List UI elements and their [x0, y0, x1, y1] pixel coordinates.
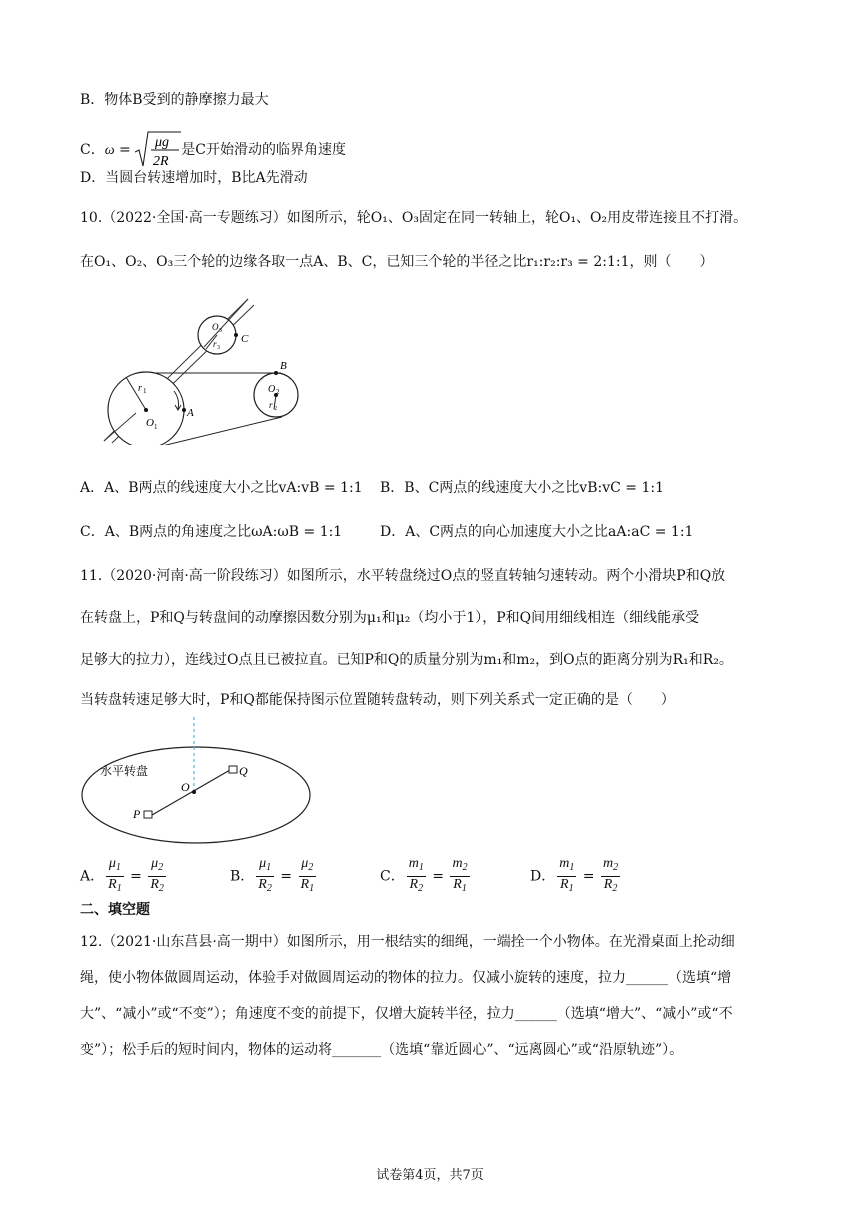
label-a: A [187, 407, 194, 419]
label-b: B [280, 360, 287, 372]
label-r1: r [138, 383, 142, 394]
block-q [229, 766, 237, 773]
label-o3: O [212, 322, 219, 332]
section-fill-in-blank: 二、填空题 [80, 902, 150, 918]
svg-text:1: 1 [154, 423, 158, 431]
q9-option-c-formula: ω = μg 2R [105, 142, 182, 158]
q11-stem-line1: 11.（2020·河南·高一阶段练习）如图所示，水平转盘绕过O点的竖直转轴匀速转动。两个小滑块P和Q放 [80, 568, 726, 584]
q11-option-c: C． $\frac{m_1}{R_2}$ = $\frac{m_2}{R_1}$ [380, 856, 468, 894]
turntable-label: 水平转盘 [100, 764, 149, 778]
q12-stem-line3: 大”、“减小”或“不变”）；角速度不变的前提下，仅增大旋转半径，拉力______（选填“增大”、“减小”或“不 [80, 1006, 733, 1022]
svg-text:2R: 2R [153, 154, 169, 169]
svg-text:μg: μg [155, 135, 170, 150]
q10-option-c: C．A、B两点的角速度之比ωA:ωB = 1:1 [80, 524, 343, 540]
q10-option-a: A．A、B两点的线速度大小之比vA:vB = 1:1 [80, 480, 363, 496]
q10-option-d: D．A、C两点的向心加速度大小之比aA:aC = 1:1 [380, 524, 694, 540]
svg-text:1: 1 [143, 387, 147, 395]
svg-text:3: 3 [219, 328, 222, 334]
svg-text:2: 2 [276, 388, 280, 396]
page-footer: 试卷第4页，共7页 [376, 1168, 484, 1183]
q12-stem-line4: 变”）；松手后的短时间内，物体的运动将_______（选填“靠近圆心”、“远离圆心”或“沿原轨迹”）。 [80, 1042, 684, 1058]
q10-stem-line2: 在O₁、O₂、O₃三个轮的边缘各取一点A、B、C，已知三个轮的半径之比r₁:r₂:r₃ = 2:1:1，则（ ） [80, 254, 714, 270]
q11-option-d-label: D． [530, 868, 556, 885]
q10-stem-line1: 10.（2022·全国·高一专题练习）如图所示，轮O₁、O₃固定在同一转轴上，轮O₁、O₂用皮带连接且不打滑。 [80, 210, 748, 226]
q9-option-b: B．物体B受到的静摩擦力最大 [80, 92, 269, 108]
q11-option-b: B． $\frac{\mu_1}{R_2}$ = $\frac{\mu_2}{R_1}$ [230, 856, 315, 894]
q11-turntable-figure [80, 715, 320, 845]
label-o2: O [268, 384, 276, 395]
q11-option-d: D． $\frac{m_1}{R_1}$ = $\frac{m_2}{R_2}$ [530, 856, 619, 894]
turntable-ellipse [82, 747, 310, 843]
q11-option-a: A． $\frac{\mu_1}{R_1}$ = $\frac{\mu_2}{R_2}$ [80, 856, 164, 894]
q9-option-d: D．当圆台转速增加时，B比A先滑动 [80, 170, 308, 186]
q11-option-a-label: A． [80, 868, 105, 885]
q11-option-c-label: C． [380, 868, 405, 885]
svg-text:3: 3 [217, 345, 220, 351]
label-p: P [133, 807, 141, 821]
q11-stem-line4: 当转盘转速足够大时，P和Q都能保持图示位置随转盘转动，则下列关系式一定正确的是（ ） [80, 692, 675, 708]
q11-option-b-label: B． [230, 868, 255, 885]
svg-text:2: 2 [274, 406, 277, 412]
q9-option-c-prefix: C． [80, 142, 105, 158]
label-o1: O [146, 417, 154, 429]
q10-option-b: B．B、C两点的线速度大小之比vB:vC = 1:1 [380, 480, 664, 496]
label-c: C [241, 333, 249, 345]
block-p [144, 811, 152, 818]
q12-stem-line1: 12.（2021·山东莒县·高一期中）如图所示，用一根结实的细绳，一端拴一个小物体。在光滑桌面上抡动细 [80, 934, 735, 950]
label-o: O [181, 780, 190, 794]
q9-option-c [80, 130, 346, 170]
label-q: Q [239, 764, 248, 778]
q9-option-c-text: 是C开始滑动的临界角速度 [181, 142, 346, 158]
q12-stem-line2: 绳，使小物体做圆周运动，体验手对做圆周运动的物体的拉力。仅减小旋转的速度，拉力______（选填“增 [80, 970, 732, 986]
q11-stem-line3: 足够大的拉力），连线过O点且已被拉直。已知P和Q的质量分别为m₁和m₂，到O点的距离分别为R₁和R₂。 [80, 652, 733, 668]
q11-stem-line2: 在转盘上，P和Q与转盘间的动摩擦因数分别为μ₁和μ₂（均小于1），P和Q间用细线相连（细线能承受 [80, 610, 700, 626]
q10-wheel-figure [96, 295, 316, 445]
label-r3: r [213, 339, 217, 349]
label-r2: r [269, 400, 273, 410]
